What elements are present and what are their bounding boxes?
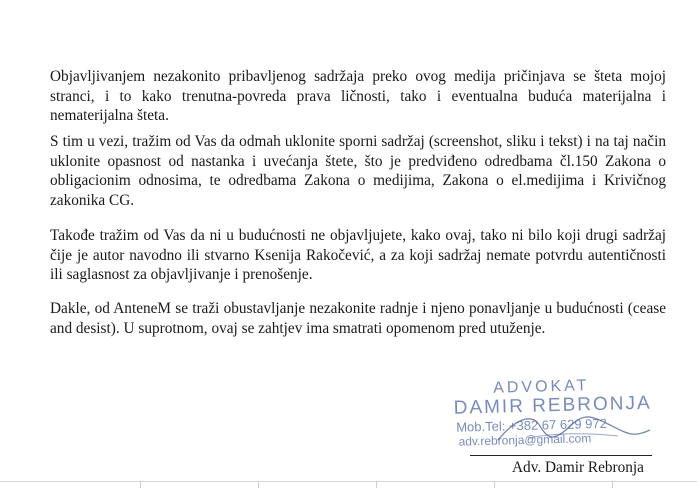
- bottom-tick-mark: [494, 481, 495, 488]
- bottom-tick-mark: [258, 481, 259, 488]
- handwritten-signature: [458, 408, 658, 448]
- signature-line: [470, 455, 652, 456]
- stamp-phone: Mob.Tel: +382 67 629 972: [456, 415, 608, 435]
- bottom-tick-mark: [140, 481, 141, 488]
- paragraph-removal-request: S tim u vezi, tražim od Vas da odmah uklonite sporni sadržaj (screenshot, sliku i tekst) i na taj način uklonite opasnost od nastanka i uvećanja štete, što je predviđeno odredbama čl.150 Zakona o obligacionim odnosima, te odredbama Zakona o medijima, Zakona o el.medijima i Krivičnog zakonika CG.: [50, 133, 666, 209]
- paragraph-future-publication: Takođe tražim od Vas da ni u budućnosti ne objavljujete, kako ovaj, tako ni bilo koji drugi sadržaj čije je autor navodno ili stvarno Ksenija Rakočević, a za koji sadržaj nemate potvrdu autentičnosti ili saglasnost za objavljivanje i prenošenje.: [50, 227, 666, 284]
- stamp-title: ADVOKAT: [492, 377, 590, 397]
- paragraph-damage: Objavljivanjem nezakonito pribavljenog sadržaja preko ovog medija pričinjava se šteta mojoj stranci, i to kako trenutna-povreda prava ličnosti, tako i eventualna buduća materijalna i nematerijalna šteta.: [50, 68, 666, 125]
- stamp-name: DAMIR REBRONJA: [453, 392, 652, 419]
- signature-name: Adv. Damir Rebronja: [512, 459, 644, 476]
- page-bottom-edge: [0, 481, 697, 482]
- stamp-email: adv.rebronja@gmail.com: [458, 431, 592, 449]
- bottom-tick-mark: [376, 481, 377, 488]
- bottom-tick-mark: [612, 481, 613, 488]
- paragraph-cease-and-desist: Dakle, od AnteneM se traži obustavljanje nezakonite radnje i njeno ponavljanje u budućnosti (cease and desist). U suprotnom, ovaj se zahtjev ima smatrati opomenom pred utuženje.: [50, 300, 666, 337]
